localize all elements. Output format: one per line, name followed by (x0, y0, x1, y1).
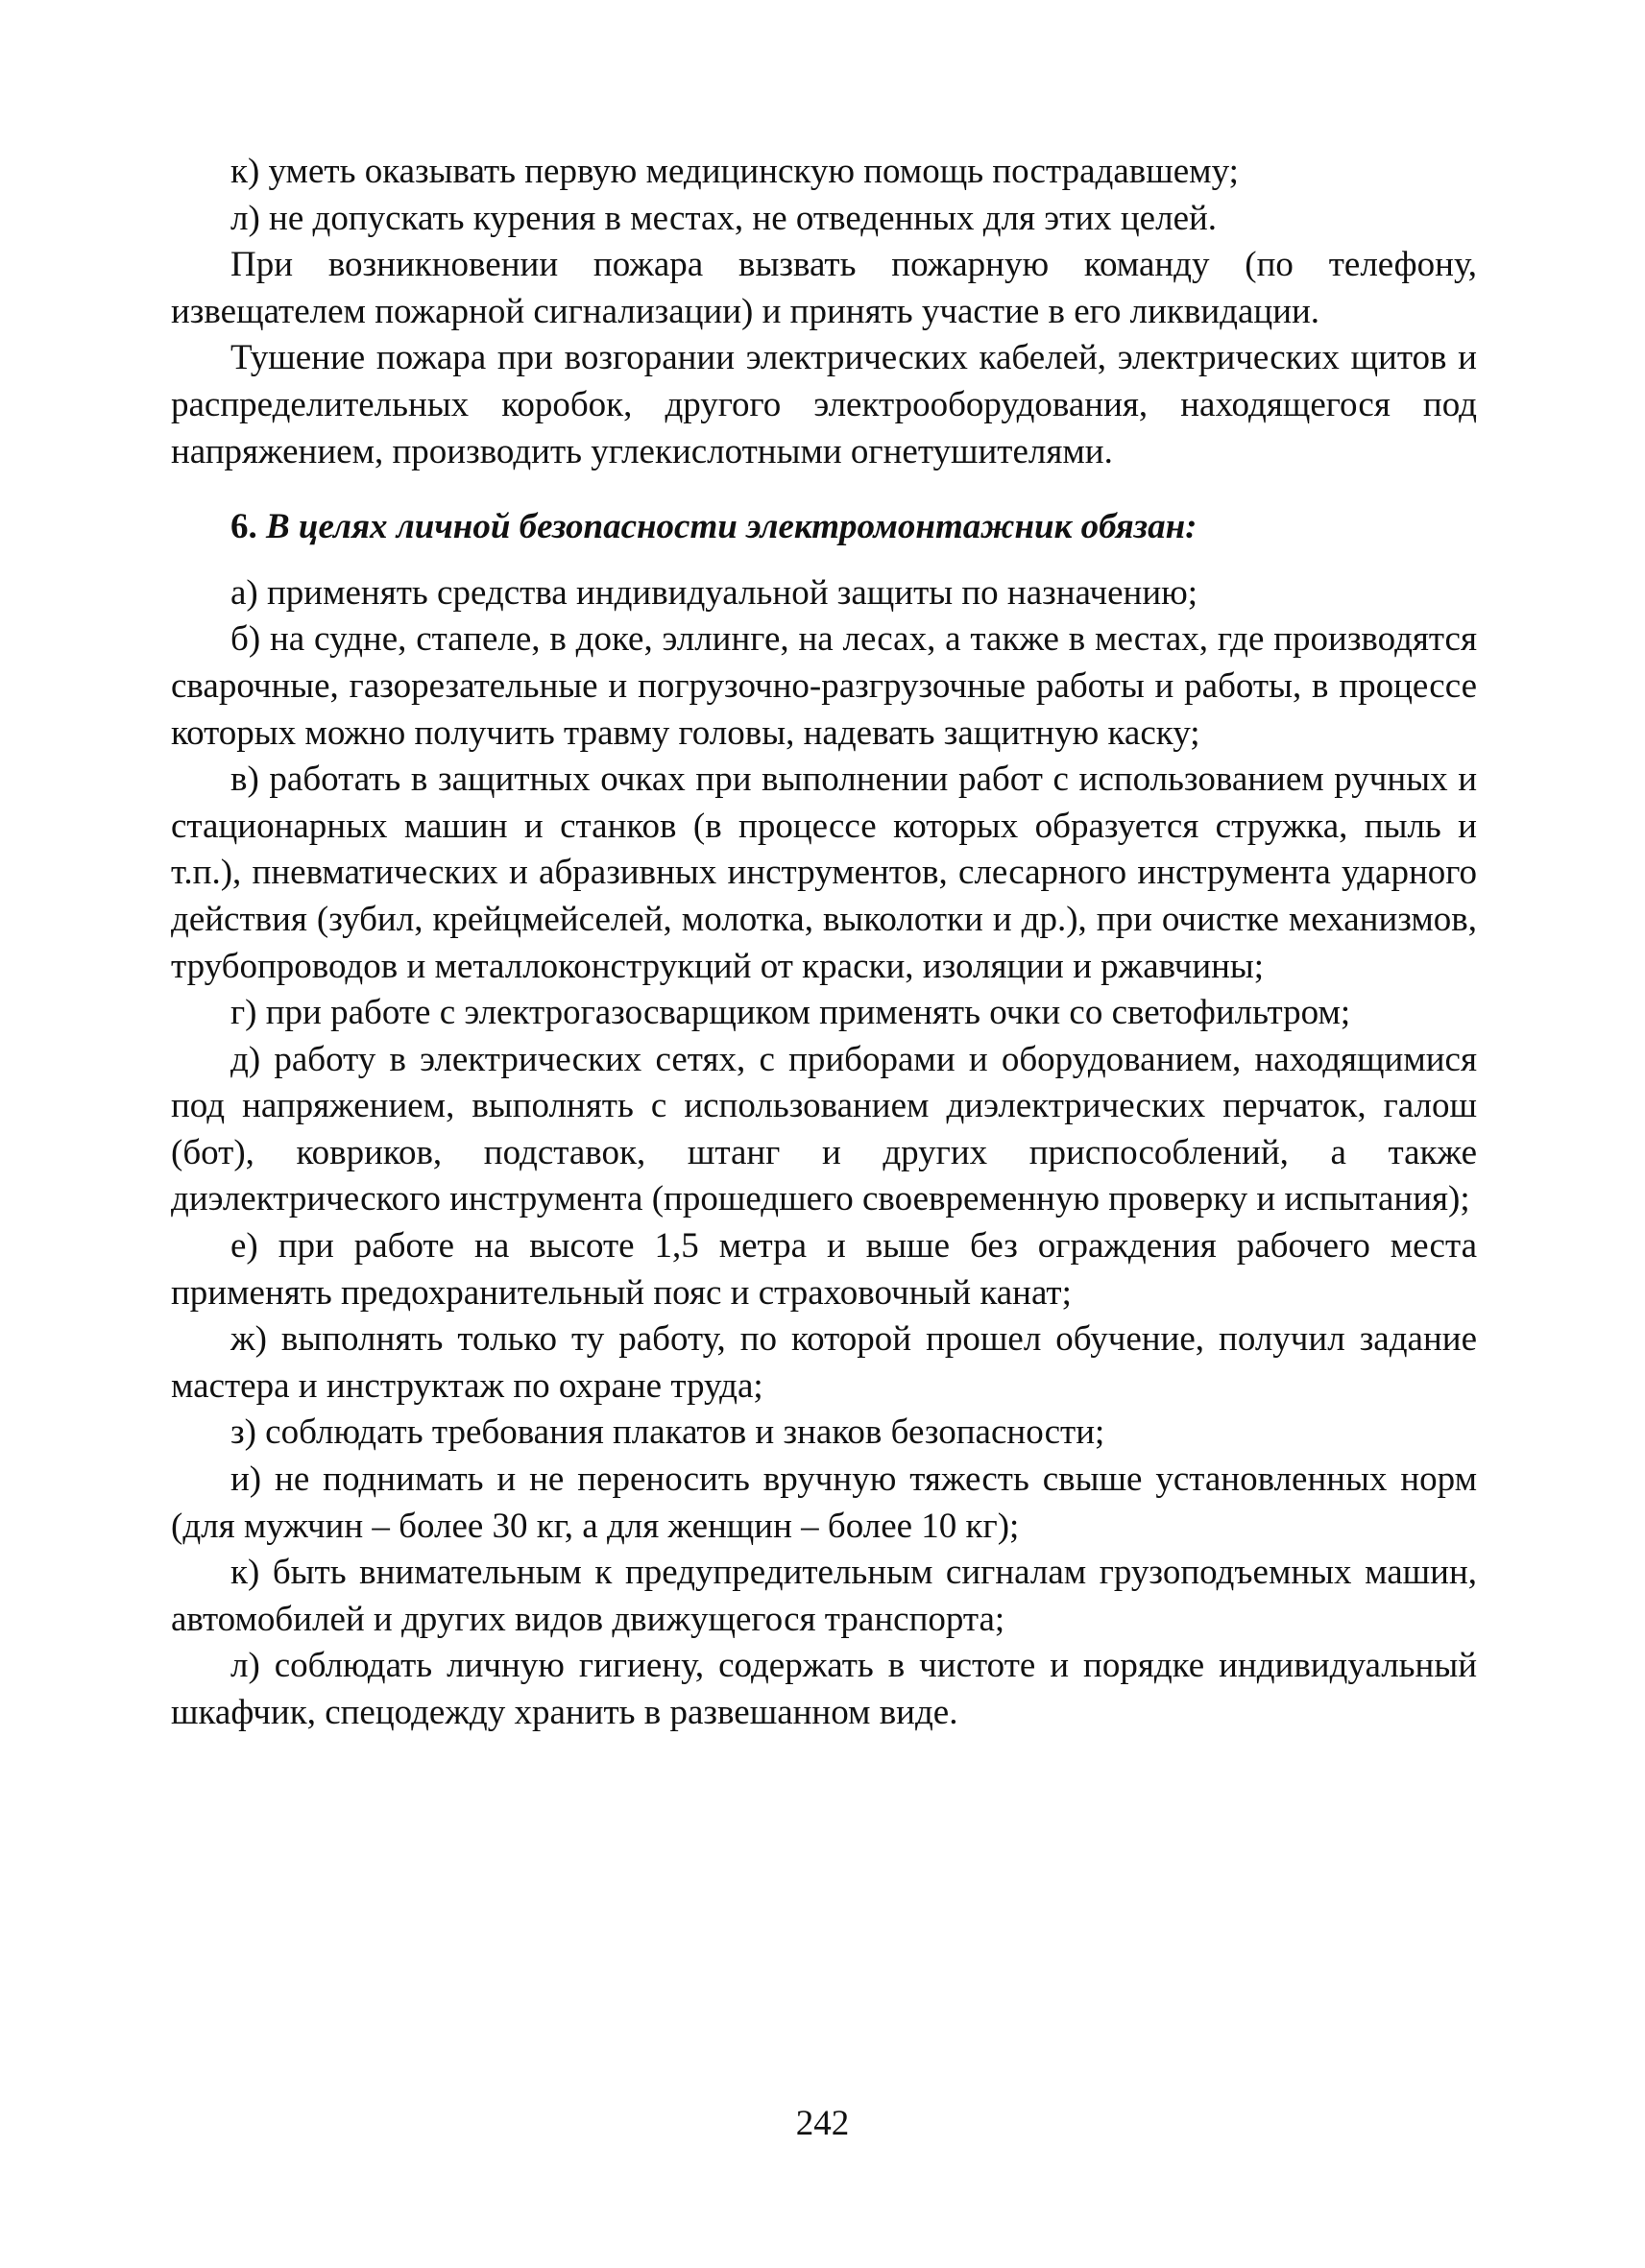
body-text (171, 149, 1477, 1737)
paragraph-fire-extinguishing: Тушение пожара при возгорании электрических кабелей, электрических щитов и распределительных коробок, другого электрооборудования, находящегося под напряжением, производить углекислотными огнетушителями. (171, 338, 1477, 471)
section-title: В целях личной безопасности электромонтажник обязан: (266, 507, 1197, 547)
paragraph-no-smoking: л) не допускать курения в местах, не отведенных для этих целей. (230, 198, 1218, 238)
section-heading (171, 504, 1477, 551)
list-item: д) работу в электрических сетях, с приборами и оборудованием, находящимися под напряжением, выполнять с использованием диэлектрических перчаток, галош (бот), ковриков, подставок, штанг и других приспособлений, а также диэлектрического инструмента (прошедшего своевременную проверку и испытания); (171, 1039, 1477, 1219)
list-item: б) на судне, стапеле, в доке, эллинге, на лесах, а также в местах, где производятся сварочные, газорезательные и погрузочно-разгрузочные работы и работы, в процессе которых можно получить травму головы, надевать защитную каску; (171, 619, 1477, 753)
list-item: а) применять средства индивидуальной защиты по назначению; (230, 572, 1198, 613)
list-item: е) при работе на высоте 1,5 метра и выше без ограждения рабочего места применять предохранительный пояс и страховочный канат; (171, 1226, 1477, 1313)
paragraph-fire-call: При возникновении пожара вызвать пожарную команду (по телефону, извещателем пожарной сигнализации) и принять участие в его ликвидации. (171, 245, 1477, 331)
paragraph-first-aid: к) уметь оказывать первую медицинскую помощь пострадавшему; (230, 152, 1239, 191)
section-number: 6. (230, 507, 257, 547)
list-item: к) быть внимательным к предупредительным сигналам грузоподъемных машин, автомобилей и других видов движущегося транспорта; (171, 1553, 1477, 1639)
list-item: з) соблюдать требования плакатов и знаков безопасности; (230, 1412, 1105, 1453)
list-item: г) при работе с электрогазосварщиком применять очки со светофильтром; (230, 993, 1351, 1033)
list-item: и) не поднимать и не переносить вручную тяжесть свыше установленных норм (для мужчин – более 30 кг, а для женщин – более 10 кг); (171, 1460, 1477, 1546)
page-number: 242 (795, 2104, 850, 2143)
list-item: л) соблюдать личную гигиену, содержать в чистоте и порядке индивидуальный шкафчик, спецодежду хранить в развешанном виде. (171, 1646, 1477, 1732)
list-item: ж) выполнять только ту работу, по которой прошел обучение, получил задание мастера и инструктаж по охране труда; (171, 1319, 1477, 1406)
list-item: в) работать в защитных очках при выполнении работ с использованием ручных и стационарных машин и станков (в процессе которых образуется стружка, пыль и т.п.), пневматических и абразивных инструментов, слесарного инструмента ударного действия (зубил, крейцмейселей, молотка, выколотки и др.), при очистке механизмов, трубопроводов и металлоконструкций от краски, изоляции и ржавчины; (171, 760, 1477, 986)
